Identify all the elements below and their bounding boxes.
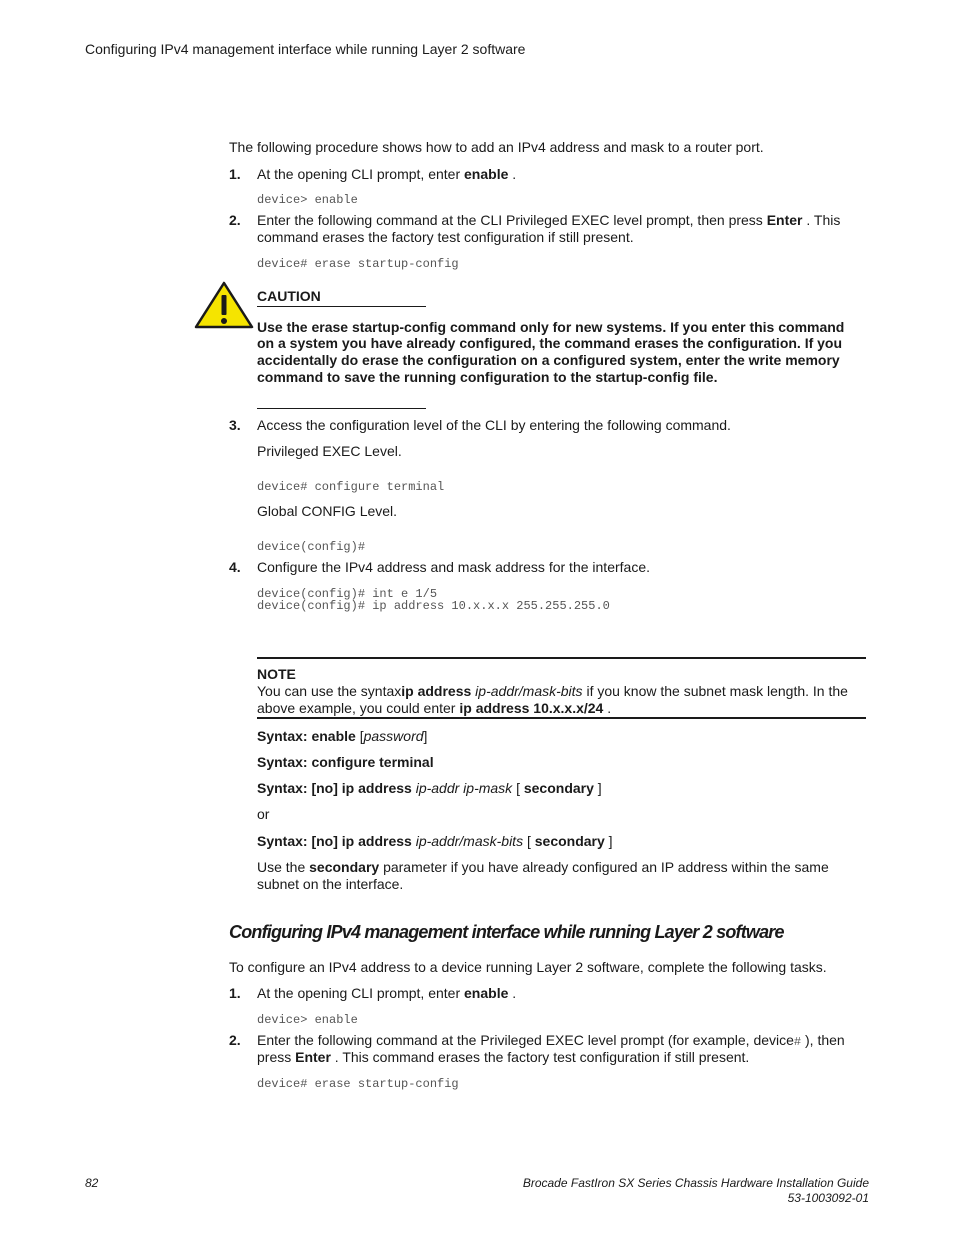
step-2-text-line2: command erases the factory test configuration if still present. [257,229,634,245]
secondary-usage-line-2: subnet on the interface. [257,876,404,892]
running-header: Configuring IPv4 management interface while running Layer 2 software [85,41,526,57]
syntax-enable: Syntax: enable [password] [257,728,428,744]
code-block: device> enable [257,1013,358,1027]
syntax-ip-address-bits: Syntax: [no] ip address ip-addr/mask-bits [ secondary ] [257,833,613,849]
global-level-label: Global CONFIG Level. [257,503,398,519]
page-number: 82 [85,1176,99,1190]
code-block: device(config)# ip address 10.x.x.x 255.255.255.0 [257,599,610,613]
caution-rule-bottom [257,408,426,409]
step-number: 2. [229,1032,241,1048]
step-3-text: Access the configuration level of the CLI by entering the following command. [257,417,731,433]
caution-line-1: Use the erase startup-config command only for new systems. If you enter this command [257,319,845,335]
code-block: device(config)# int e 1/5 [257,587,438,601]
syntax-ip-address-mask: Syntax: [no] ip address ip-addr ip-mask [ secondary ] [257,780,602,796]
code-block: device(config)# [257,540,366,554]
caution-rule-top [257,306,426,307]
caution-line-4: command to save the running configuration to the startup-config file. [257,369,718,385]
step-number: 1. [229,166,241,182]
step-number: 4. [229,559,241,575]
code-block: device> enable [257,193,358,207]
syntax-or: or [257,806,270,822]
caution-line-2: on a system you have already configured, the command erases the configuration. If you [257,335,843,351]
caution-line-3: accidentally do erase the configuration on a configured system, enter the write memory [257,352,840,368]
code-block: device# configure terminal [257,480,445,494]
section2-step-2-text-line2: press Enter . This command erases the factory test configuration if still present. [257,1049,750,1065]
section2-step-2-text: Enter the following command at the Privileged EXEC level prompt (for example, device# ), then [257,1032,845,1049]
note-rule-bottom [257,717,866,719]
section-heading: Configuring IPv4 management interface while running Layer 2 software [229,922,784,942]
step-number: 3. [229,417,241,433]
caution-label: CAUTION [257,288,321,304]
note-line-1: You can use the syntaxip address ip-addr/mask-bits if you know the subnet mask length. In the [257,683,848,699]
section-intro: To configure an IPv4 address to a device running Layer 2 software, complete the following tasks. [229,959,827,975]
code-block: device# erase startup-config [257,1077,459,1091]
step-1-text: At the opening CLI prompt, enter enable . [257,166,517,182]
note-line-2: above example, you could enter ip address 10.x.x.x/24 . [257,700,612,716]
step-number: 2. [229,212,241,228]
caution-warning-icon [194,281,254,334]
note-label: NOTE [257,666,296,682]
step-4-text: Configure the IPv4 address and mask address for the interface. [257,559,650,575]
note-rule-top [257,657,866,659]
book-title: Brocade FastIron SX Series Chassis Hardware Installation Guide [522,1176,869,1190]
section2-step-1-text: At the opening CLI prompt, enter enable . [257,985,517,1001]
code-block: device# erase startup-config [257,257,459,271]
privileged-level-label: Privileged EXEC Level. [257,443,402,459]
secondary-usage-line-1: Use the secondary parameter if you have already configured an IP address within the same [257,859,829,875]
syntax-configure-terminal: Syntax: configure terminal [257,754,434,770]
step-2-text: Enter the following command at the CLI Privileged EXEC level prompt, then press Enter . This [257,212,841,228]
step-number: 1. [229,985,241,1001]
intro-paragraph: The following procedure shows how to add an IPv4 address and mask to a router port. [229,139,764,155]
document-number: 53-1003092-01 [787,1191,869,1205]
